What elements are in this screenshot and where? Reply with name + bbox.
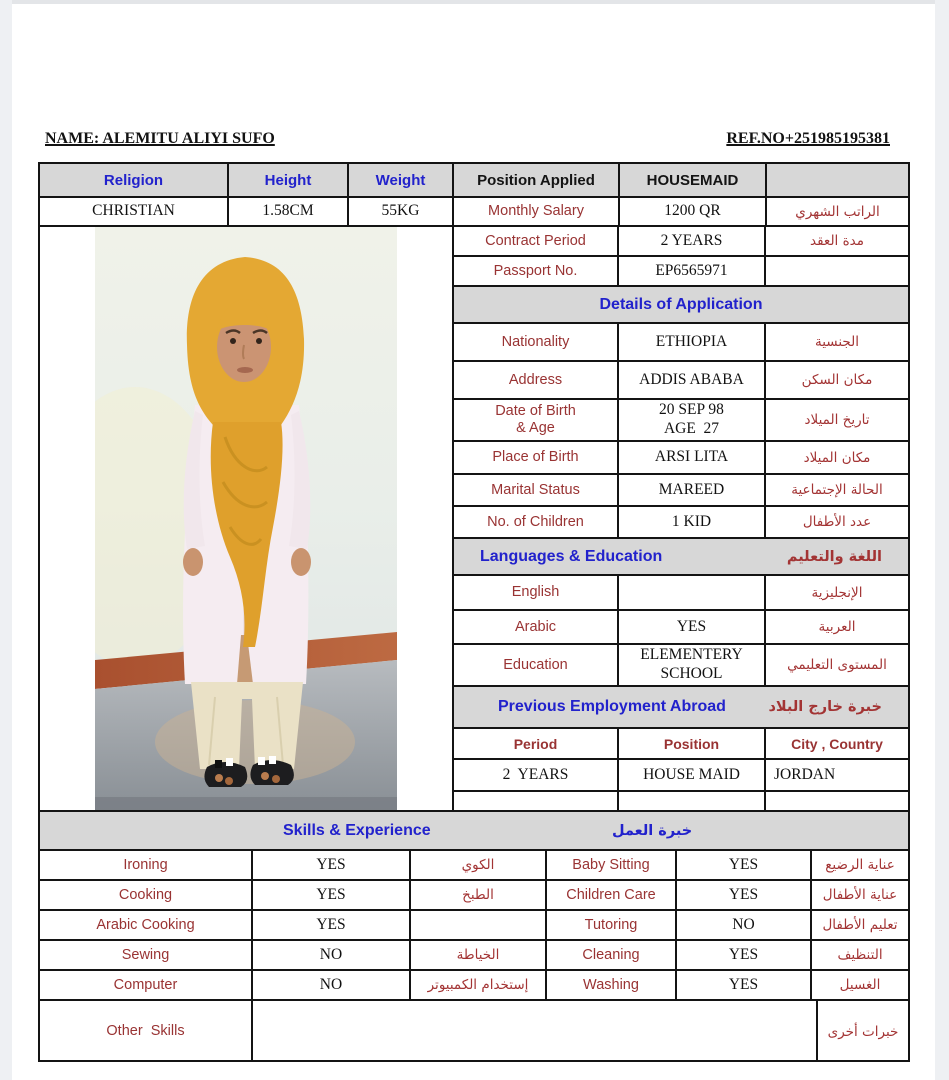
cv-table <box>38 162 910 1062</box>
passport-value: EP6565971 <box>619 257 766 285</box>
nationality-label: Nationality <box>454 324 619 360</box>
height-value: 1.58CM <box>229 198 349 225</box>
dob-value-line1: 20 SEP 98 <box>659 401 724 419</box>
height-header: Height <box>229 164 349 196</box>
english-value <box>619 576 766 609</box>
page-right-edge <box>935 0 949 1080</box>
ironing-arabic: الكوي <box>411 851 547 879</box>
dob-row <box>454 400 908 442</box>
other-skills-label: Other Skills <box>40 1001 253 1062</box>
page-top-edge <box>0 0 949 4</box>
employment-empty-row <box>454 792 908 810</box>
place-of-birth-row <box>454 442 908 475</box>
skills-experience-arabic: خبرة العمل <box>612 822 693 839</box>
address-label: Address <box>454 362 619 398</box>
other-skills-arabic: خبرات أخرى <box>827 1023 899 1040</box>
computer-value: NO <box>253 971 411 999</box>
education-value: ELEMENTERY SCHOOL <box>619 645 766 685</box>
marital-status-row <box>454 475 908 507</box>
position-column-header: Position <box>619 729 766 758</box>
dob-value-line2: AGE 27 <box>663 420 720 437</box>
skills-row-ironing <box>40 851 908 881</box>
english-label: English <box>454 576 619 609</box>
english-row <box>454 576 908 611</box>
period-column-header: Period <box>454 729 619 758</box>
skills-experience-title: Skills & Experience <box>283 821 431 839</box>
dob-arabic: تاريخ الميلاد <box>804 412 870 428</box>
religion-value: CHRISTIAN <box>40 198 229 225</box>
tutoring-label: Tutoring <box>547 911 677 939</box>
weight-header: Weight <box>349 164 454 196</box>
washing-label: Washing <box>547 971 677 999</box>
arabic-value: YES <box>619 611 766 643</box>
cooking-label: Cooking <box>40 881 253 909</box>
children-care-label: Children Care <box>547 881 677 909</box>
skills-row-arabic-cooking <box>40 911 908 941</box>
education-arabic: المستوى التعليمي <box>787 657 887 673</box>
children-care-value: YES <box>677 881 812 909</box>
education-label: Education <box>454 645 619 685</box>
contract-period-arabic: مدة العقد <box>810 233 864 249</box>
previous-employment-arabic: خبرة خارج البلاد <box>768 699 882 715</box>
washing-arabic: الغسيل <box>839 977 881 993</box>
computer-label: Computer <box>40 971 253 999</box>
other-skills-value <box>253 1001 818 1062</box>
english-arabic: الإنجليزية <box>811 584 863 601</box>
document-header <box>45 130 890 148</box>
marital-status-arabic: الحالة الإجتماعية <box>791 482 883 498</box>
ironing-value: YES <box>253 851 411 879</box>
children-care-arabic: عناية الأطفال <box>822 887 898 903</box>
place-of-birth-value: ARSI LITA <box>619 442 766 473</box>
place-of-birth-label: Place of Birth <box>454 442 619 473</box>
skills-row-cooking <box>40 881 908 911</box>
cleaning-arabic: التنظيف <box>837 947 883 963</box>
baby-sitting-label: Baby Sitting <box>547 851 677 879</box>
top-header-row <box>40 164 908 198</box>
arabic-label: Arabic <box>454 611 619 643</box>
sewing-value: NO <box>253 941 411 969</box>
cleaning-value: YES <box>677 941 812 969</box>
children-row <box>454 507 908 539</box>
photo-cell <box>40 227 454 810</box>
top-values-row <box>40 198 908 227</box>
application-details-column <box>454 227 908 810</box>
dob-label <box>454 400 619 440</box>
nationality-row <box>454 324 908 362</box>
employment-period-value: 2 YEARS <box>454 760 619 790</box>
arabic-cooking-value: YES <box>253 911 411 939</box>
monthly-salary-arabic: الراتب الشهري <box>795 203 880 220</box>
marital-status-value: MAREED <box>619 475 766 505</box>
passport-arabic-empty <box>766 257 908 285</box>
applicant-photo <box>95 227 397 810</box>
arabic-cooking-label: Arabic Cooking <box>40 911 253 939</box>
baby-sitting-arabic: عناية الرضيع <box>825 857 895 873</box>
washing-value: YES <box>677 971 812 999</box>
weight-value: 55KG <box>349 198 454 225</box>
details-of-application-title: Details of Application <box>599 295 763 313</box>
languages-education-arabic: اللغة والتعليم <box>786 548 882 565</box>
ironing-label: Ironing <box>40 851 253 879</box>
baby-sitting-value: YES <box>677 851 812 879</box>
computer-arabic: إستخدام الكمبيوتر <box>411 971 547 999</box>
cooking-value: YES <box>253 881 411 909</box>
cleaning-label: Cleaning <box>547 941 677 969</box>
previous-employment-band <box>454 687 908 729</box>
languages-education-title: Languages & Education <box>480 547 663 565</box>
employment-city-value: JORDAN <box>774 765 836 783</box>
city-country-column-header: City , Country <box>791 735 883 752</box>
contract-period-row <box>454 227 908 257</box>
contract-period-label: Contract Period <box>454 227 619 255</box>
monthly-salary-label: Monthly Salary <box>454 198 620 225</box>
arabic-row <box>454 611 908 645</box>
arabic-cooking-arabic <box>411 911 547 939</box>
applicant-name: NAME: ALEMITU ALIYI SUFO <box>45 130 275 147</box>
previous-employment-title: Previous Employment Abroad <box>498 698 726 715</box>
employment-header-row <box>454 729 908 760</box>
religion-header: Religion <box>40 164 229 196</box>
position-applied-label: Position Applied <box>454 164 620 196</box>
passport-label: Passport No. <box>454 257 619 285</box>
skills-row-computer <box>40 971 908 1001</box>
sewing-label: Sewing <box>40 941 253 969</box>
tutoring-arabic: تعليم الأطفال <box>822 917 898 933</box>
education-row <box>454 645 908 687</box>
passport-row <box>454 257 908 287</box>
arabic-arabic: العربية <box>818 619 856 635</box>
details-of-application-band <box>454 287 908 324</box>
employment-empty-position <box>619 792 766 810</box>
dob-value <box>619 400 766 440</box>
reference-number: REF.NO+251985195381 <box>726 130 890 147</box>
children-value: 1 KID <box>619 507 766 537</box>
main-body <box>40 227 908 812</box>
employment-data-row <box>454 760 908 792</box>
languages-education-band <box>454 539 908 576</box>
contract-period-value: 2 YEARS <box>619 227 766 255</box>
address-value: ADDIS ABABA <box>619 362 766 398</box>
cooking-arabic: الطبخ <box>411 881 547 909</box>
position-applied-value: HOUSEMAID <box>620 164 767 196</box>
address-arabic: مكان السكن <box>801 372 873 388</box>
other-skills-row <box>40 1001 908 1062</box>
employment-empty-period <box>454 792 619 810</box>
marital-status-label: Marital Status <box>454 475 619 505</box>
dob-label-line1: Date of Birth <box>495 403 576 420</box>
skills-experience-band <box>40 812 908 851</box>
children-arabic: عدد الأطفال <box>802 514 872 530</box>
top-header-empty-cell <box>767 164 908 196</box>
page-left-edge <box>0 0 12 1080</box>
place-of-birth-arabic: مكان الميلاد <box>803 449 871 466</box>
tutoring-value: NO <box>677 911 812 939</box>
monthly-salary-value: 1200 QR <box>620 198 767 225</box>
skills-row-sewing <box>40 941 908 971</box>
children-label: No. of Children <box>454 507 619 537</box>
dob-label-line2: & Age <box>516 420 555 436</box>
sewing-arabic: الخياطة <box>411 941 547 969</box>
employment-position-value: HOUSE MAID <box>619 760 766 790</box>
address-row <box>454 362 908 400</box>
nationality-arabic: الجنسية <box>815 334 860 350</box>
employment-empty-city <box>766 792 908 810</box>
nationality-value: ETHIOPIA <box>619 324 766 360</box>
